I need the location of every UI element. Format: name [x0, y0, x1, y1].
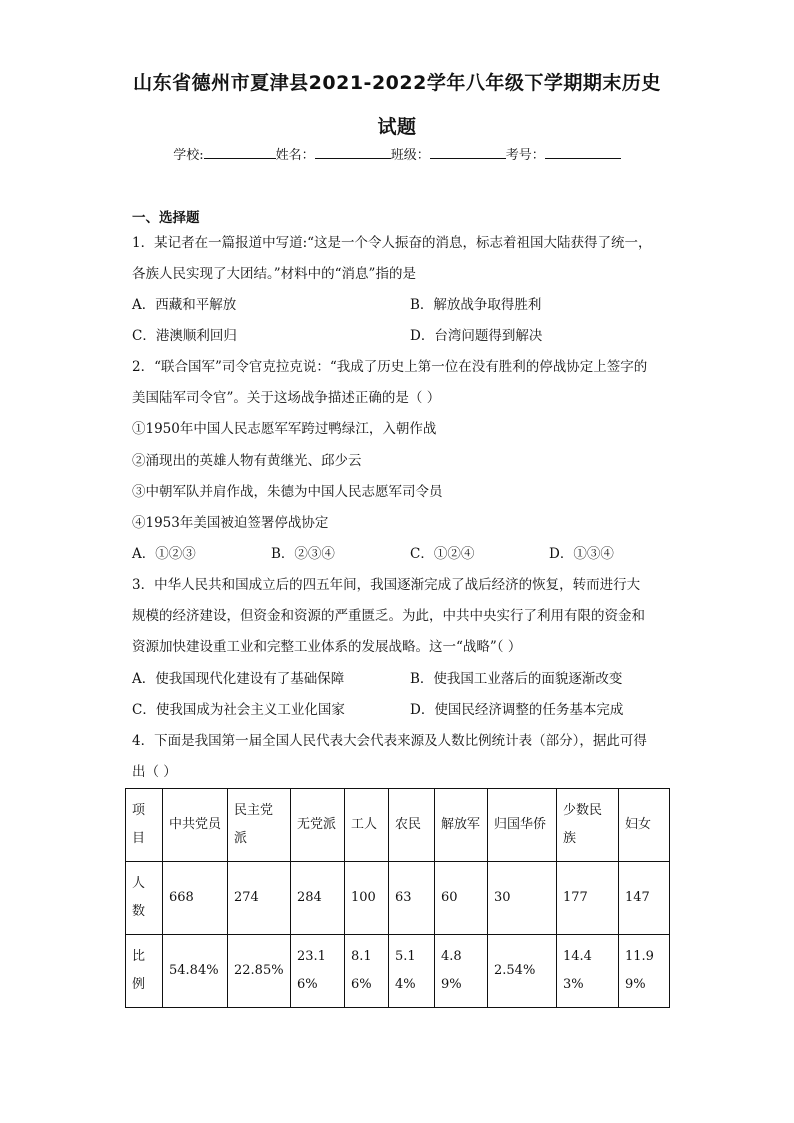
- table-cell: 民主党派: [228, 789, 291, 862]
- q2-option-a[interactable]: A．①②③: [132, 546, 196, 562]
- table-cell: 147: [619, 862, 670, 935]
- table-cell: 4.89%: [435, 935, 488, 1008]
- table-cell: 284: [291, 862, 345, 935]
- class-field[interactable]: 班级：: [391, 144, 506, 163]
- table-cell: 274: [228, 862, 291, 935]
- q2-option-c[interactable]: C．①②④: [410, 546, 475, 562]
- table-count-row: [126, 862, 670, 935]
- table-cell: 工人: [345, 789, 389, 862]
- table-cell: 少数民族: [557, 789, 619, 862]
- q2-statement-3: ③中朝军队并肩作战，朱德为中国人民志愿军司令员: [132, 484, 443, 500]
- table-cell: 人数: [126, 862, 163, 935]
- table-cell: 中共党员: [163, 789, 228, 862]
- table-cell: 归国华侨: [488, 789, 557, 862]
- q1-option-b[interactable]: B．解放战争取得胜利: [410, 297, 542, 313]
- table-cell: 解放军: [435, 789, 488, 862]
- exam-title-line2: 试题: [377, 116, 417, 138]
- table-cell: 22.85%: [228, 935, 291, 1008]
- q2-option-d[interactable]: D．①③④: [549, 546, 614, 562]
- table-cell: 农民: [389, 789, 435, 862]
- exam-title-line1: 山东省德州市夏津县2021-2022学年八年级下学期期末历史: [133, 72, 661, 94]
- q2-option-b[interactable]: B．②③④: [271, 546, 335, 562]
- table-cell: 63: [389, 862, 435, 935]
- table-cell: 妇女: [619, 789, 670, 862]
- q1-option-a[interactable]: A．西藏和平解放: [132, 297, 237, 313]
- q4-stem-line1: 4．下面是我国第一届全国人民代表大会代表来源及人数比例统计表（部分），据此可得: [132, 733, 647, 749]
- table-cell: 60: [435, 862, 488, 935]
- table-cell: 177: [557, 862, 619, 935]
- q2-statement-4: ④1953年美国被迫签署停战协定: [132, 515, 329, 531]
- q1-stem-line2: 各族人民实现了大团结。”材料中的“消息”指的是: [132, 266, 416, 282]
- table-cell: 无党派: [291, 789, 345, 862]
- delegates-statistics-table: [125, 788, 670, 1008]
- table-cell: 8.16%: [345, 935, 389, 1008]
- exam-number-field[interactable]: 考号：: [506, 144, 621, 163]
- q3-option-b[interactable]: B．使我国工业落后的面貌逐渐改变: [410, 671, 623, 687]
- student-info-row: [0, 144, 794, 163]
- q1-option-c[interactable]: C．港澳顺利回归: [132, 328, 237, 344]
- table-cell: 比例: [126, 935, 163, 1008]
- table-cell: 668: [163, 862, 228, 935]
- table-cell: 11.99%: [619, 935, 670, 1008]
- name-field[interactable]: 姓名：: [276, 144, 391, 163]
- table-cell: 30: [488, 862, 557, 935]
- table-cell: 5.14%: [389, 935, 435, 1008]
- q3-stem-line2: 规模的经济建设，但资金和资源的严重匮乏。为此，中共中央实行了利用有限的资金和: [132, 608, 645, 624]
- q2-statement-1: ①1950年中国人民志愿军军跨过鸭绿江，入朝作战: [132, 421, 437, 437]
- q2-statement-2: ②涌现出的英雄人物有黄继光、邱少云: [132, 453, 362, 469]
- q2-stem-line2: 美国陆军司令官”。关于这场战争描述正确的是（ ）: [132, 390, 441, 406]
- table-cell: 14.43%: [557, 935, 619, 1008]
- q4-stem-line2: 出（ ）: [132, 764, 177, 780]
- table-cell: 2.54%: [488, 935, 557, 1008]
- q3-option-a[interactable]: A．使我国现代化建设有了基础保障: [132, 671, 345, 687]
- q3-stem-line1: 3．中华人民共和国成立后的四五年间，我国逐渐完成了战后经济的恢复，转而进行大: [132, 577, 641, 593]
- q1-stem-line1: 1．某记者在一篇报道中写道:“这是一个令人振奋的消息，标志着祖国大陆获得了统一，: [132, 235, 652, 251]
- table-ratio-row: [126, 935, 670, 1008]
- table-cell: 23.16%: [291, 935, 345, 1008]
- table-cell: 54.84%: [163, 935, 228, 1008]
- q3-option-c[interactable]: C．使我国成为社会主义工业化国家: [132, 702, 345, 718]
- table-header-row: [126, 789, 670, 862]
- q3-option-d[interactable]: D．使国民经济调整的任务基本完成: [410, 702, 624, 718]
- q1-option-d[interactable]: D．台湾问题得到解决: [410, 328, 543, 344]
- section-heading: 一、选择题: [132, 210, 200, 226]
- q2-stem-line1: 2．“联合国军”司令官克拉克说：“我成了历史上第一位在没有胜利的停战协定上签字的: [132, 359, 648, 375]
- q3-stem-line3: 资源加快建设重工业和完整工业体系的发展战略。这一“战略”（ ）: [132, 639, 522, 655]
- school-field[interactable]: 学校:: [173, 144, 275, 163]
- table-cell: 100: [345, 862, 389, 935]
- table-cell: 项目: [126, 789, 163, 862]
